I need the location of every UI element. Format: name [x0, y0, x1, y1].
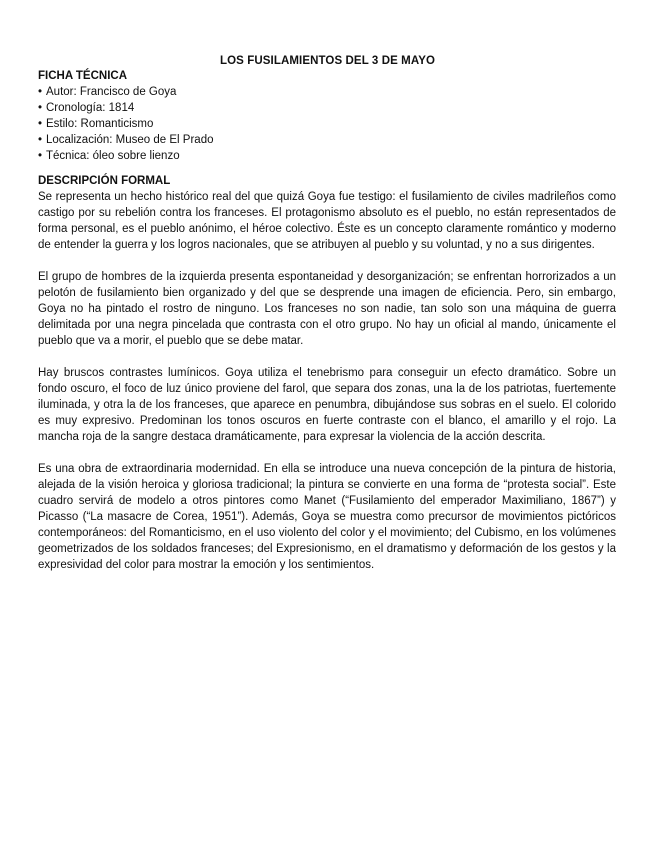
bullet-icon: • [38, 118, 43, 130]
paragraph: El grupo de hombres de la izquierda presenta espontaneidad y desorganización; se enfrentan horrorizados a un pelotón de fusilamiento bien organizado y del que se desprende una imagen de eficiencia. Pero, sin embargo, Goya no ha pintado el rostro de ninguno. Los franceses no son nadie, tan solo son una máquina de guerra delimitada por una negra pincelada que contrasta con el otro grupo. No hay un oficial al mando, únicamente el pueblo que va a morir, el pueblo que se debe matar. [38, 271, 616, 347]
ficha-tecnica-section [38, 69, 616, 164]
paragraph: Se representa un hecho histórico real del que quizá Goya fue testigo: el fusilamiento de civiles madrileños como castigo por su rebelión contra los franceses. El protagonismo absoluto es el pueblo, no están representados de forma personal, es el pueblo anónimo, el héroe colectivo. Éste es un concepto claramente romántico y moderno de entender la guerra y los logros nacionales, que se atribuyen al pueblo y su voluntad, y no a sus dirigentes. [38, 191, 616, 251]
ficha-tecnica-heading: FICHA TÉCNICA [38, 70, 128, 82]
document-title: LOS FUSILAMIENTOS DEL 3 DE MAYO [219, 55, 436, 67]
paragraph: Hay bruscos contrastes lumínicos. Goya utiliza el tenebrismo para conseguir un efecto dramático. Sobre un fondo oscuro, el foco de luz único proviene del farol, que separa dos zonas, una la de los patriotas, fuertemente iluminada, y otra la de los franceses, que aparece en penumbra, dibujándose sus sobras en el suelo. El colorido es muy expresivo. Predominan los tonos oscuros en fuerte contraste con el blanco, el amarillo y el rojo. La mancha roja de la sangre destaca dramáticamente, para expresar la violencia de la acción descrita. [38, 367, 616, 443]
document-body [38, 69, 616, 589]
list-item: • Autor: Francisco de Goya [38, 86, 177, 98]
list-item: • Técnica: óleo sobre lienzo [38, 150, 180, 162]
bullet-icon: • [38, 102, 43, 114]
descripcion-formal-heading: DESCRIPCIÓN FORMAL [38, 175, 171, 187]
bullet-icon: • [38, 150, 43, 162]
ficha-tecnica-list [38, 84, 616, 164]
bullet-icon: • [38, 86, 43, 98]
list-item: • Cronología: 1814 [38, 102, 135, 114]
paragraph: Es una obra de extraordinaria modernidad. En ella se introduce una nueva concepción de la pintura de historia, alejada de la visión heroica y gloriosa tradicional; la pintura se convierte en una forma de “protesta social”. Este cuadro servirá de modelo a otros pintores como Manet (“Fusilamiento del emperador Maximiliano, 1867”) y Picasso (“La masacre de Corea, 1951”). Además, Goya se muestra como precursor de movimientos pictóricos contemporáneos: del Romanticismo, en el uso violento del color y el movimiento; del Cubismo, en los volúmenes geometrizados de los soldados franceses; del Expresionismo, en el dramatismo y deformación de los gestos y la expresividad del color para mostrar la emoción y los sentimientos. [38, 463, 616, 571]
list-item: • Estilo: Romanticismo [38, 118, 154, 130]
list-item: • Localización: Museo de El Prado [38, 134, 214, 146]
descripcion-formal-section [38, 174, 616, 573]
bullet-icon: • [38, 134, 43, 146]
